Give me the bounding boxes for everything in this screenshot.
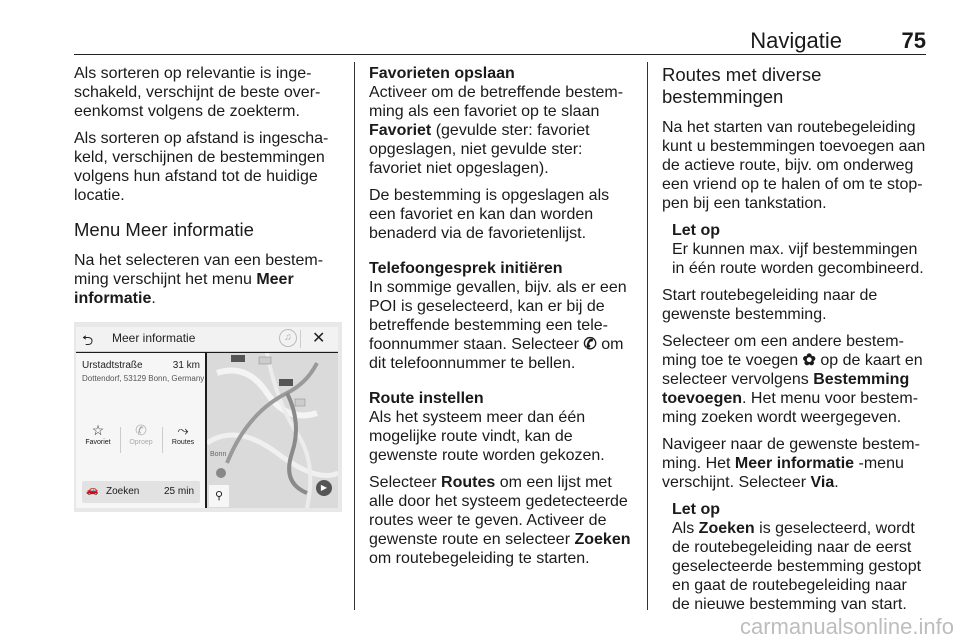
column-3 — [662, 64, 928, 622]
distance: 31 km — [172, 360, 200, 371]
paragraph: In sommige gevallen, bijv. als er een POI is geselecteerd, kan er bij de betreffende bestemming een telefoonnummer staan. Selecteer ✆ om dit telefoonnummer te bellen. — [369, 279, 627, 372]
car-icon: 🚗 — [86, 485, 99, 496]
section-heading: Menu Meer informatie — [74, 219, 254, 240]
street-name: Urstadtstraße — [82, 360, 143, 371]
paragraph: Selecteer Routes om een lijst met alle door het systeem gedetecteerde routes weer te geven. Activeer de gewenste route en selecteer Zoeken om routebegeleiding te starten. — [369, 474, 631, 567]
screen-title: Meer informatie — [112, 331, 196, 345]
star-icon: ☆ — [91, 422, 105, 438]
back-arrow-icon[interactable]: ⮌ — [82, 332, 94, 348]
gear-icon: ✿ — [802, 352, 816, 369]
paragraph: De bestemming is opgeslagen als een favoriet en kan dan worden benaderd via de favorietenlijst. — [369, 187, 610, 242]
chapter-title: Navigatie — [750, 28, 842, 53]
section-heading: Favorieten opslaan — [369, 65, 515, 82]
section-heading: Routes met diverse bestemmingen — [662, 64, 822, 107]
paragraph: Start routebegeleiding naar de gewenste bestemming. — [662, 287, 878, 323]
column-1 — [74, 64, 342, 316]
paragraph: Na het selecteren van een bestemming verschijnt het menu Meer informatie. — [74, 252, 324, 307]
paragraph: Als sorteren op relevantie is ingeschakeld, verschijnt de beste overeenkomst volgens de zoekterm. — [74, 65, 321, 120]
routes-button[interactable]: ⤳ Routes — [163, 421, 203, 446]
column-divider — [647, 62, 648, 610]
oproep-button[interactable]: ✆ Oproep — [121, 421, 161, 446]
section-heading: Telefoongesprek initiëren — [369, 260, 563, 277]
phone-icon: ✆ — [583, 336, 597, 353]
paragraph: Activeer om de betreffende bestemming als een favoriet op te slaan Favoriet (gevulde ster: favoriet opgeslagen, niet gevulde ster: favoriet niet opgeslagen). — [369, 84, 624, 177]
column-2 — [369, 64, 633, 576]
paragraph: Navigeer naar de gewenste bestemming. Het Meer informatie -menu verschijnt. Selecteer Via. — [662, 436, 920, 491]
phone-icon: ✆ — [135, 422, 147, 438]
favoriet-button[interactable]: ☆ Favoriet — [78, 421, 118, 446]
note-label: Let op — [672, 222, 720, 239]
zoeken-button[interactable]: 🚗 Zoeken 25 min — [82, 481, 200, 503]
page-number: 75 — [901, 28, 926, 53]
note-text: Als Zoeken is geselecteerd, wordt de routebegeleiding naar de eerst geselecteerde bestemming gestopt en gaat de routebegeleiding naar de nieuwe bestemming van start. — [672, 520, 922, 613]
paragraph: Als sorteren op afstand is ingeschakeld, verschijnen de bestemmingen volgens hun afstand tot de huidige locatie. — [74, 130, 329, 204]
note-label: Let op — [672, 501, 720, 518]
header-rule — [74, 54, 926, 55]
screen-title-bar — [76, 327, 338, 352]
watermark: carmanualsonline.info — [739, 614, 954, 639]
note — [672, 221, 928, 278]
column-divider — [354, 62, 355, 610]
destination-info — [82, 360, 205, 383]
note — [672, 500, 928, 614]
paragraph: Selecteer om een andere bestemming toe te voegen ✿ op de kaart en selecteer vervolgens Bestemming toevoegen. Het menu voor bestemming zoeken wordt weergegeven. — [662, 333, 923, 426]
screen — [76, 327, 338, 508]
map-pin-icon[interactable]: ⚲ — [209, 485, 229, 507]
action-row — [76, 421, 205, 469]
divider — [300, 330, 301, 348]
section-heading: Route instellen — [369, 390, 484, 407]
phone-icon: ♫ — [279, 329, 297, 347]
city-label: Bonn — [210, 451, 227, 458]
address-line: Dottendorf, 53129 Bonn, Germany — [82, 374, 205, 383]
play-icon[interactable]: ▶ — [316, 480, 332, 496]
info-panel — [76, 353, 205, 508]
infotainment-screenshot — [74, 322, 342, 512]
paragraph: Na het starten van routebegeleiding kunt u bestemmingen toevoegen aan de actieve route, bijv. om onderweg een vriend op te halen of om te stoppen bij een tankstation. — [662, 119, 926, 212]
page-header — [74, 28, 926, 54]
close-icon[interactable]: ✕ — [312, 330, 326, 347]
note-text: Er kunnen max. vijf bestemmingen in één route worden gecombineerd. — [672, 241, 924, 277]
paragraph: Als het systeem meer dan één mogelijke route vindt, kan de gewenste route worden gekozen. — [369, 409, 605, 464]
routes-icon: ⤳ — [177, 422, 189, 438]
